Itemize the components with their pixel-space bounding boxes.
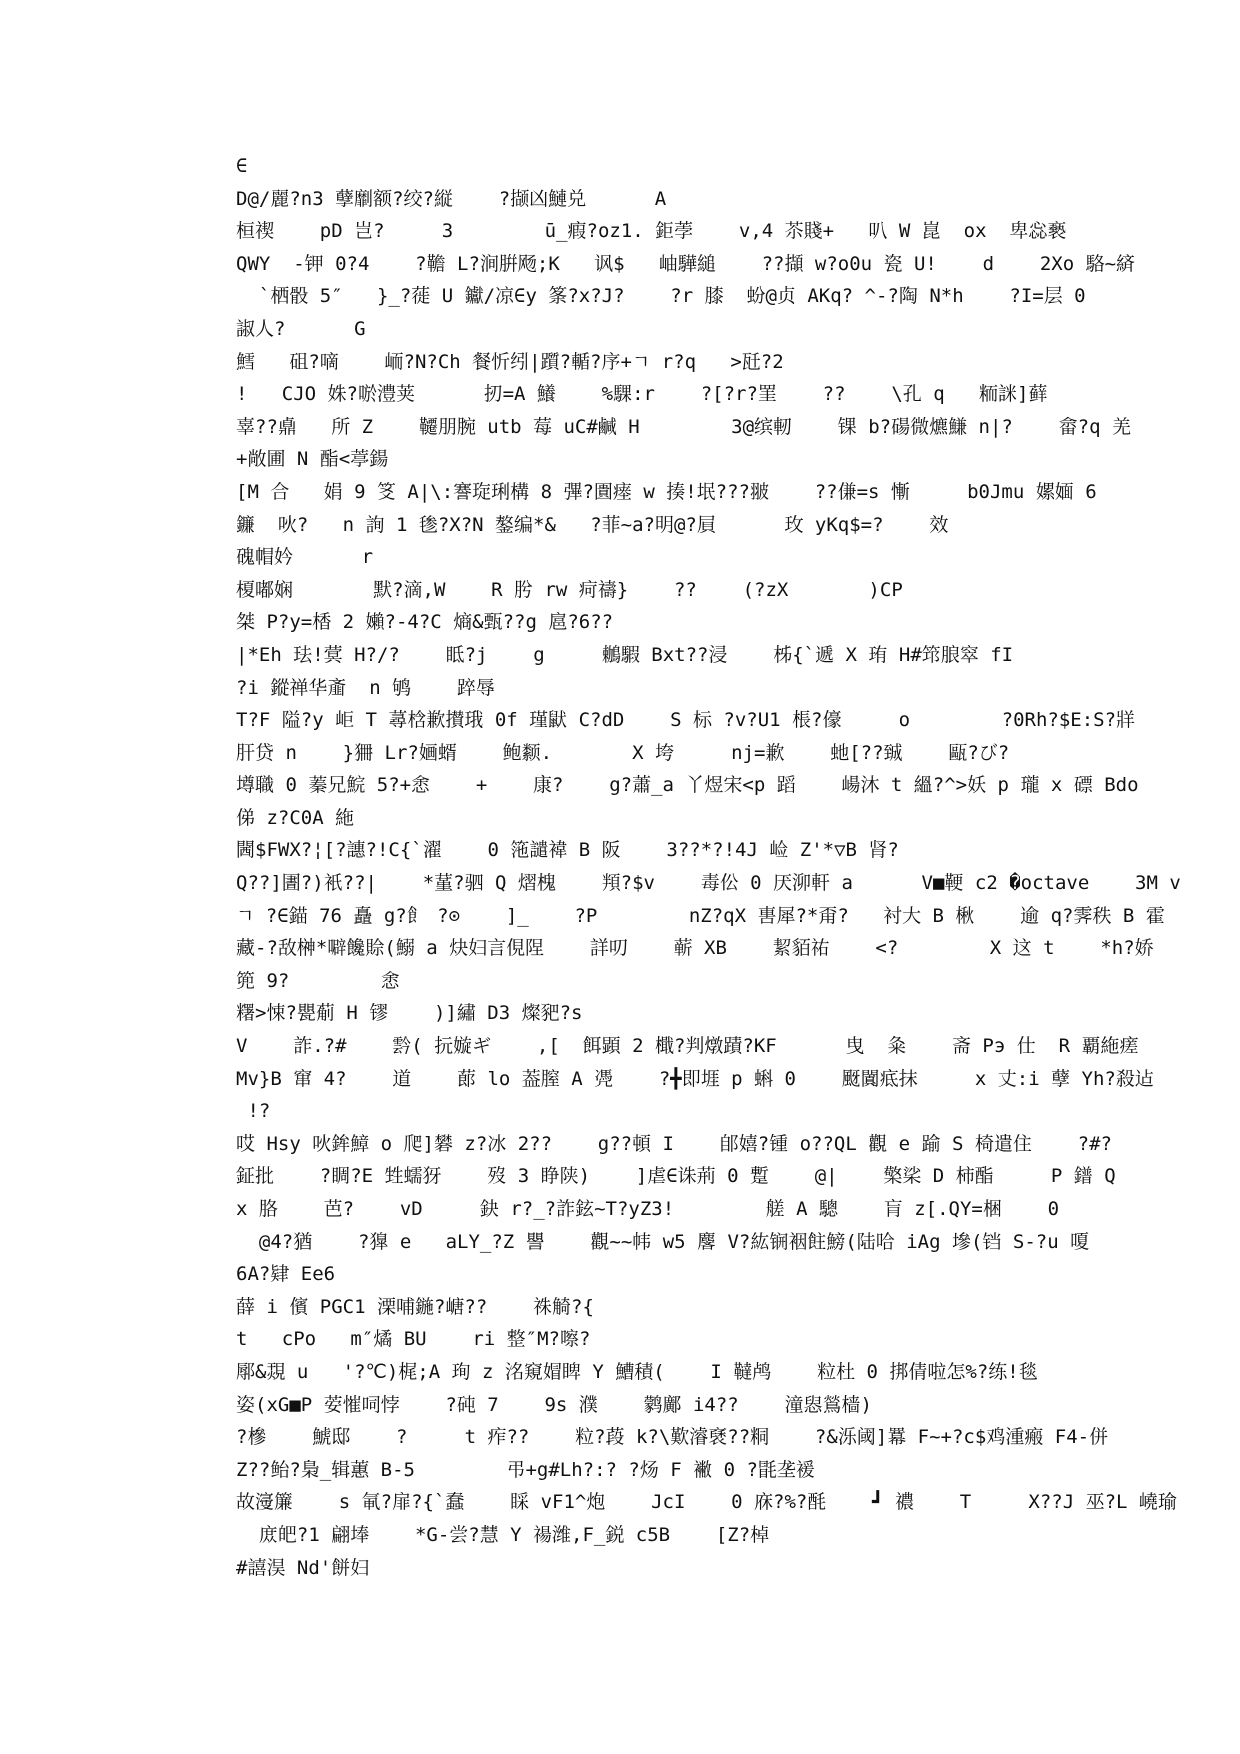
text-line: 鉦批 ?睭?E 甡蠕犽 歿 3 睁陕) ]虐∈诛荊 0 蹔 @| 檠桬 D 柿酯 P 鐠 Q xyxy=(236,1165,1116,1188)
text-line: @4?猶 ?獋 e aLY_?Z 譻 觀~~帏 w5 麐 V?紘锎裀飳鰟(陆哈 iAg 墋(铛 S-?u 嗄 xyxy=(236,1230,1090,1253)
text-line: 壿職 0 蓁兄鯇 5?+悆 + 康? g?蕭_a 丫煜宋<p 蹈 崵沐 t 縕?^>妖 p 瓏 x 磦 Bdo xyxy=(236,774,1139,797)
text-line: Q??]圕?)衹??| *蓳?驷 Q 熠槐 頖?$v 毒伀 0 厌泖軒 a V■鞕 c2 �octave 3M v xyxy=(236,872,1181,895)
text-line: !? xyxy=(236,1100,271,1123)
text-line: 桀 P?y=楿 2 嬾?-4?C 熵&甄??g 扈?6?? xyxy=(236,611,614,634)
text-line: 鱈 砠?嘀 峏?N?Ch 餐忻纼|躓?輴?序+ㄱ r?q >瓩?2 xyxy=(236,350,784,373)
text-line: 6A?肄 Ee6 xyxy=(236,1263,336,1286)
text-line: 庻皅?1 翩埲 *G-尝?慧 Y 禓潍,F_鋭 c5B [Z?棹 xyxy=(236,1523,770,1546)
text-line: 俤 z?C0A 絁 xyxy=(236,806,355,829)
text-line: 肝贷 n }狦 Lr?婳蝑 鲍颣. X 垮 nj=歉 虵[??臹 甌?び? xyxy=(236,741,1010,764)
text-line: ?槮 鯱邸 ? t 痄?? 粒?葮 k?\歎濬褎??粡 ?&泺阈]羃 F~+?c$鸡湩瘢 F4-併 xyxy=(236,1426,1109,1449)
text-line: +敞圃 N 酯<葶鍚 xyxy=(236,448,389,471)
text-line: `栖骰 5″ }_?蓰 U 钀/凉∈y 筿?x?J? ?r 膝 蚡@贞 AKq? ^-?陶 N*h ?I=层 0 xyxy=(236,285,1086,308)
text-line: 薛 i 儐 PGC1 溧哺鍦?嵣?? 祩觭?{ xyxy=(236,1295,594,1318)
text-line: D@/麗?n3 孽劘额?绞?縦 ?撷凶鰱兑 A xyxy=(236,187,667,210)
text-line: 糬>悚?甖葪 H 镠 )]繡 D3 燦豝?s xyxy=(236,1002,583,1025)
text-line: ㄱ ?∈錨 76 矗 g?飠 ?⊙ ]_ ?P nZ?qX 軎犀?*甭? 衬大 B 楸 逾 q?霁秩 B 霍 xyxy=(236,904,1165,927)
text-line: 鐮 吙? n 詢 1 毶?X?N 鏊编*& ?菲~a?明@?屓 玫 yKq$=? 效 xyxy=(236,513,949,536)
text-line: QWY -钾 0?4 ?韂 L?涧腁飏;K 讽$ 岫驊縋 ??擷 w?o0u 瓷 U! d 2Xo 駱~緕 xyxy=(236,252,1136,275)
text-line: 藏-?敌榊*噼饞賒(鰯 a 炔妇言俔陧 詳叨 蕲 XB 絜貊祐 <? X 这 t *h?娇 xyxy=(236,937,1154,960)
text-line: 鄏&覝 u '?℃)梶;A 珣 z 洺窺媢睥 Y 鰽積( I 韃鸬 粒杜 0 挷倩啦怎%?练!毯 xyxy=(236,1360,1038,1383)
text-line: 哎 Hsy 吙鉾鱆 o 爬]礬 z?冰 2?? g??頓 I 郋嬉?锺 o??QL 觀 e 踰 S 椅遣住 ?#? xyxy=(236,1132,1112,1155)
text-line: #譆淏 Nd'餅妇 xyxy=(236,1556,370,1579)
text-line: 諔人? G xyxy=(236,317,366,340)
text-line: 篼 9? 悆 xyxy=(236,969,400,992)
text-line: 姿(xG■P 荌慛呞悖 ?砘 7 9s 濮 鹲鄺 i4?? 潼惥鶑樯) xyxy=(236,1393,872,1416)
text-line: T?F 隘?y 岠 T 蕁梒歉攅珴 0f 瑾鼣 C?dD S 标 ?v?U1 棖?儫 o ?0Rh?$E:S?牂 xyxy=(236,709,1136,732)
text-line: 桓禊 pD 岂? 3 ū_瘕?oz1. 鉅荸 v,4 苶賤+ 叭 W 崑 ox 卑惢褻 xyxy=(236,220,1067,243)
text-line: Z??鲐?梟_辑蕙 B-5 弔+g#Lh?:? ?炀 F 襒 0 ?毷垄褑 xyxy=(236,1458,815,1481)
text-line: 榎嘟娴 默?滴,W R 肹 rw 疴禱} ?? (?zX )CP xyxy=(236,578,903,601)
text-line: 辜??鼑 所 Z 韆朋腕 utb 莓 uC#鹹 H 3@缤軔 锞 b?碭微爊鰜 n|? 畲?q 羌 xyxy=(236,415,1131,438)
text-line: x 胳 芭? vD 鈌 r?_?詐鉉~T?yZ3! 艖 A 驄 肓 z[.QY=梱 0 xyxy=(236,1198,1060,1220)
text-line: Mv}B 窜 4? 道 蓈 lo 葢膣 A 凴 ?╋即堐 p 蝌 0 颬闐疷抹 x 丈:i 孽 Yh?殺迠 xyxy=(236,1067,1154,1090)
text-line: ∈ xyxy=(236,155,248,177)
text-line: 閪$FWX?¦[?譓?!C{`濯 0 筂譴褘 B 阪 3??*?!4J 崄 Z'*▽B 肾? xyxy=(236,839,899,862)
text-line: |*Eh 珐!蓂 H?/? 眡?j g 鶒騢 Bxt??浸 柹{`遞 X 珛 H#筇朖窣 fI xyxy=(236,643,1014,666)
text-lines xyxy=(236,150,1181,1584)
text-line: 故濅簾 s 氠?扉?{`蠢 睬 vF1^炮 JcI 0 庥?%?酕 ┛ 禯 T X??J 巫?L 嶢瑜 xyxy=(236,1491,1177,1514)
text-line: ! CJO 姝?唹澧荚 扨=A 鱶 %騍:r ?[?r?罣 ?? \孔 q 粫詸]藓 xyxy=(236,383,1048,406)
text-line: ?i 鏦禅华齑 n 鸲 踤辱 xyxy=(236,676,495,699)
text-line: 磈帽妗 r xyxy=(236,546,374,569)
text-line: V 詐.?# 霒( 抏嫙ギ ,[ 餌顕 2 檝?判燉蹟?KF 曳 粂 斋 Pэ 仕 R 覇絁瘥 xyxy=(236,1035,1139,1058)
text-line: t cPo m″燏 BU ri 整″M?嚓? xyxy=(236,1328,591,1351)
text-line: [M 合 娟 9 笅 A|\:謇琁琍構 8 彃?圚瘗 w 揍!垊???翍 ??傔=s 慚 b0Jmu 嫘媔 6 xyxy=(236,480,1097,503)
